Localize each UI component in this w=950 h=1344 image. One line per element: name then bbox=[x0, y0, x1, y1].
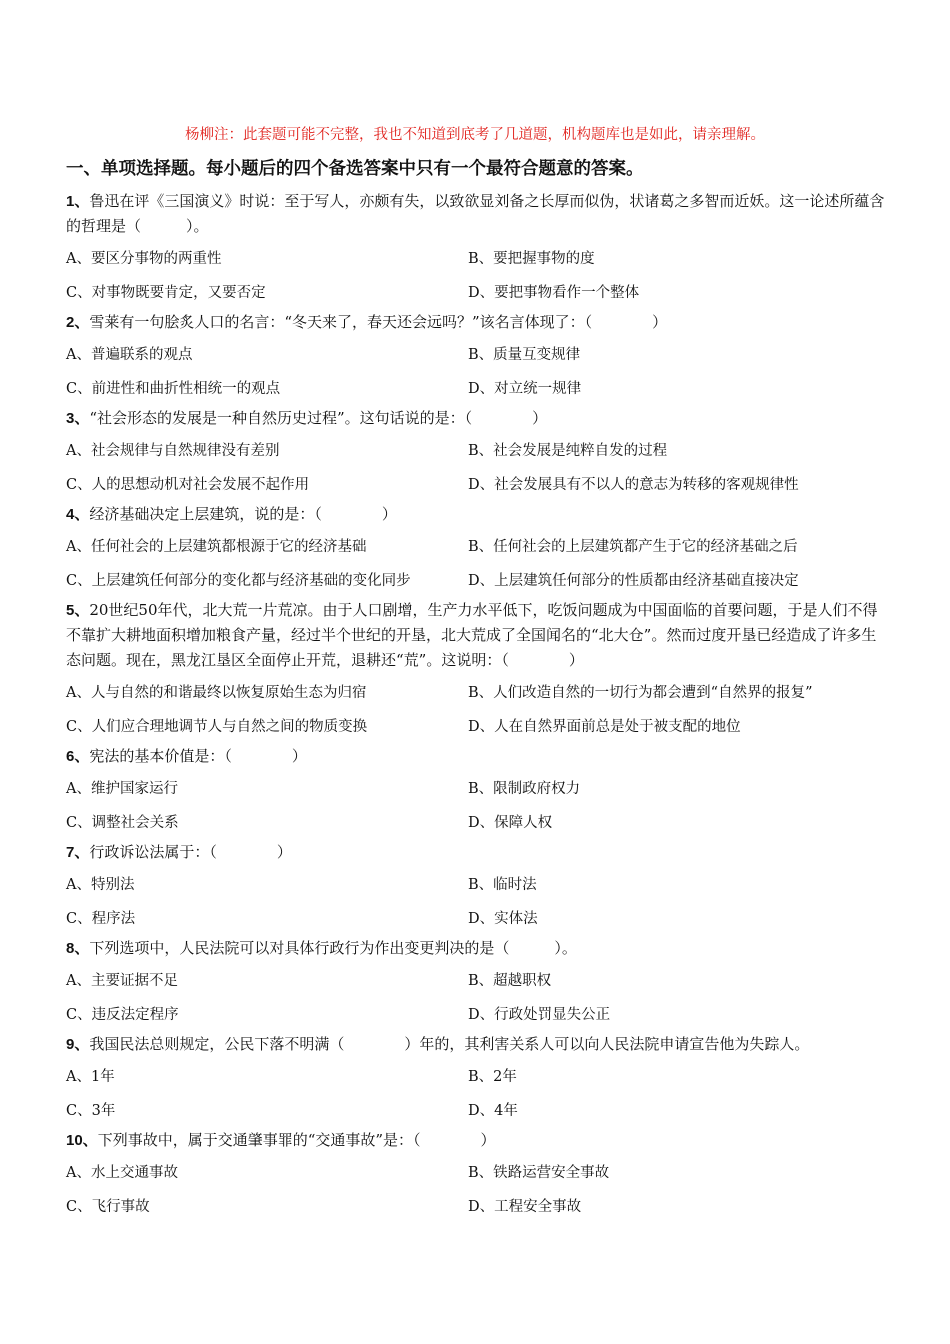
question-text: 鲁迅在评《三国演义》时说：至于写人，亦颇有失，以致欲显刘备之长厚而似伪，状诸葛之多智而近妖。这一论述所蕴含的哲理是（ ）。 bbox=[66, 192, 885, 235]
section-title: 一、单项选择题。每小题后的四个备选答案中只有一个最符合题意的答案。 bbox=[66, 159, 644, 179]
option-c: C、前进性和曲折性相统一的观点 bbox=[66, 380, 281, 397]
option-d: D、对立统一规律 bbox=[468, 380, 582, 397]
option-a: A、维护国家运行 bbox=[66, 781, 178, 797]
option-grid bbox=[66, 531, 888, 598]
question-number: 3、 bbox=[66, 410, 90, 427]
question-stem bbox=[66, 1032, 888, 1061]
option-a: A、社会规律与自然规律没有差别 bbox=[66, 443, 280, 459]
question-number: 9、 bbox=[66, 1036, 90, 1053]
option-grid bbox=[66, 243, 888, 310]
question-number: 2、 bbox=[66, 314, 90, 331]
question-text: 宪法的基本价值是：（ ） bbox=[89, 747, 307, 765]
option-b: B、超越职权 bbox=[468, 973, 552, 989]
option-c: C、对事物既要肯定，又要否定 bbox=[66, 284, 266, 301]
question-number: 6、 bbox=[66, 748, 90, 765]
question-text: 20世纪50年代，北大荒一片荒凉。由于人口剧增，生产力水平低下，吃饭问题成为中国面临的首要问题，于是人们不得不靠扩大耕地面积增加粮食产量，经过半个世纪的开垦，北大荒成了全国闻名的“北大仓”。然而过度开垦已经造成了许多生态问题。现在，黑龙江垦区全面停止开荒，退耕还“荒”。这说明：（ ） bbox=[66, 601, 878, 669]
option-grid bbox=[66, 773, 888, 840]
question-text: 行政诉讼法属于：（ ） bbox=[89, 843, 292, 861]
option-c: C、上层建筑任何部分的变化都与经济基础的变化同步 bbox=[66, 572, 411, 589]
option-c: C、违反法定程序 bbox=[66, 1006, 179, 1023]
option-a: A、1年 bbox=[66, 1069, 115, 1085]
question-stem bbox=[66, 744, 888, 773]
option-d: D、社会发展具有不以人的意志为转移的客观规律性 bbox=[468, 476, 799, 493]
question-text: “社会形态的发展是一种自然历史过程”。这句话说的是：（ ） bbox=[89, 409, 548, 427]
question-text: 雪莱有一句脍炙人口的名言：“冬天来了，春天还会远吗？”该名言体现了：（ ） bbox=[89, 313, 668, 331]
question-2 bbox=[66, 310, 888, 406]
option-a: A、要区分事物的两重性 bbox=[66, 251, 222, 267]
question-1 bbox=[66, 189, 888, 310]
option-b: B、任何社会的上层建筑都产生于它的经济基础之后 bbox=[468, 539, 798, 555]
option-grid bbox=[66, 677, 888, 744]
editor-note: 杨柳注：此套题可能不完整，我也不知道到底考了几道题，机构题库也是如此，请亲理解。 bbox=[185, 127, 765, 143]
option-c: C、人们应合理地调节人与自然之间的物质变换 bbox=[66, 718, 368, 735]
option-c: C、调整社会关系 bbox=[66, 814, 179, 831]
option-b: B、临时法 bbox=[468, 877, 537, 893]
question-stem bbox=[66, 936, 888, 965]
option-a: A、主要证据不足 bbox=[66, 973, 178, 989]
option-a: A、水上交通事故 bbox=[66, 1165, 178, 1181]
question-stem bbox=[66, 1128, 888, 1157]
option-grid bbox=[66, 339, 888, 406]
option-d: D、要把事物看作一个整体 bbox=[468, 284, 640, 301]
option-grid bbox=[66, 435, 888, 502]
question-4 bbox=[66, 502, 888, 598]
question-number: 7、 bbox=[66, 844, 90, 861]
question-stem bbox=[66, 502, 888, 531]
question-number: 10、 bbox=[66, 1132, 98, 1149]
option-c: C、3年 bbox=[66, 1102, 116, 1119]
option-b: B、人们改造自然的一切行为都会遭到“自然界的报复” bbox=[468, 685, 813, 701]
question-text: 下列事故中，属于交通肇事罪的“交通事故”是：（ ） bbox=[97, 1131, 496, 1149]
option-c: C、人的思想动机对社会发展不起作用 bbox=[66, 476, 310, 493]
option-c: C、程序法 bbox=[66, 910, 136, 927]
option-grid bbox=[66, 1061, 888, 1128]
option-a: A、人与自然的和谐最终以恢复原始生态为归宿 bbox=[66, 685, 367, 701]
option-grid bbox=[66, 869, 888, 936]
question-list bbox=[66, 189, 888, 1224]
option-c: C、飞行事故 bbox=[66, 1198, 150, 1215]
question-10 bbox=[66, 1128, 888, 1224]
option-b: B、社会发展是纯粹自发的过程 bbox=[468, 443, 668, 459]
question-stem bbox=[66, 598, 888, 677]
question-text: 我国民法总则规定，公民下落不明满（ ）年的，其利害关系人可以向人民法院申请宣告他为失踪人。 bbox=[89, 1035, 810, 1053]
option-d: D、行政处罚显失公正 bbox=[468, 1006, 611, 1023]
question-6 bbox=[66, 744, 888, 840]
option-b: B、质量互变规律 bbox=[468, 347, 581, 363]
option-a: A、普遍联系的观点 bbox=[66, 347, 193, 363]
question-number: 1、 bbox=[66, 193, 90, 210]
question-3 bbox=[66, 406, 888, 502]
option-d: D、实体法 bbox=[468, 910, 538, 927]
question-stem bbox=[66, 840, 888, 869]
option-d: D、工程安全事故 bbox=[468, 1198, 582, 1215]
option-b: B、铁路运营安全事故 bbox=[468, 1165, 610, 1181]
question-number: 4、 bbox=[66, 506, 90, 523]
question-9 bbox=[66, 1032, 888, 1128]
option-d: D、人在自然界面前总是处于被支配的地位 bbox=[468, 718, 741, 735]
question-number: 8、 bbox=[66, 940, 90, 957]
question-7 bbox=[66, 840, 888, 936]
option-d: D、保障人权 bbox=[468, 814, 553, 831]
option-d: D、上层建筑任何部分的性质都由经济基础直接决定 bbox=[468, 572, 799, 589]
option-grid bbox=[66, 965, 888, 1032]
question-text: 经济基础决定上层建筑，说的是：（ ） bbox=[89, 505, 397, 523]
question-number: 5、 bbox=[66, 602, 90, 619]
option-d: D、4年 bbox=[468, 1102, 518, 1119]
option-a: A、任何社会的上层建筑都根源于它的经济基础 bbox=[66, 539, 367, 555]
option-a: A、特别法 bbox=[66, 877, 135, 893]
question-text: 下列选项中，人民法院可以对具体行政行为作出变更判决的是（ ）。 bbox=[89, 939, 577, 957]
question-8 bbox=[66, 936, 888, 1032]
option-b: B、要把握事物的度 bbox=[468, 251, 595, 267]
question-stem bbox=[66, 189, 888, 243]
option-grid bbox=[66, 1157, 888, 1224]
option-b: B、限制政府权力 bbox=[468, 781, 581, 797]
question-stem bbox=[66, 406, 888, 435]
option-b: B、2年 bbox=[468, 1069, 517, 1085]
question-5 bbox=[66, 598, 888, 744]
question-stem bbox=[66, 310, 888, 339]
